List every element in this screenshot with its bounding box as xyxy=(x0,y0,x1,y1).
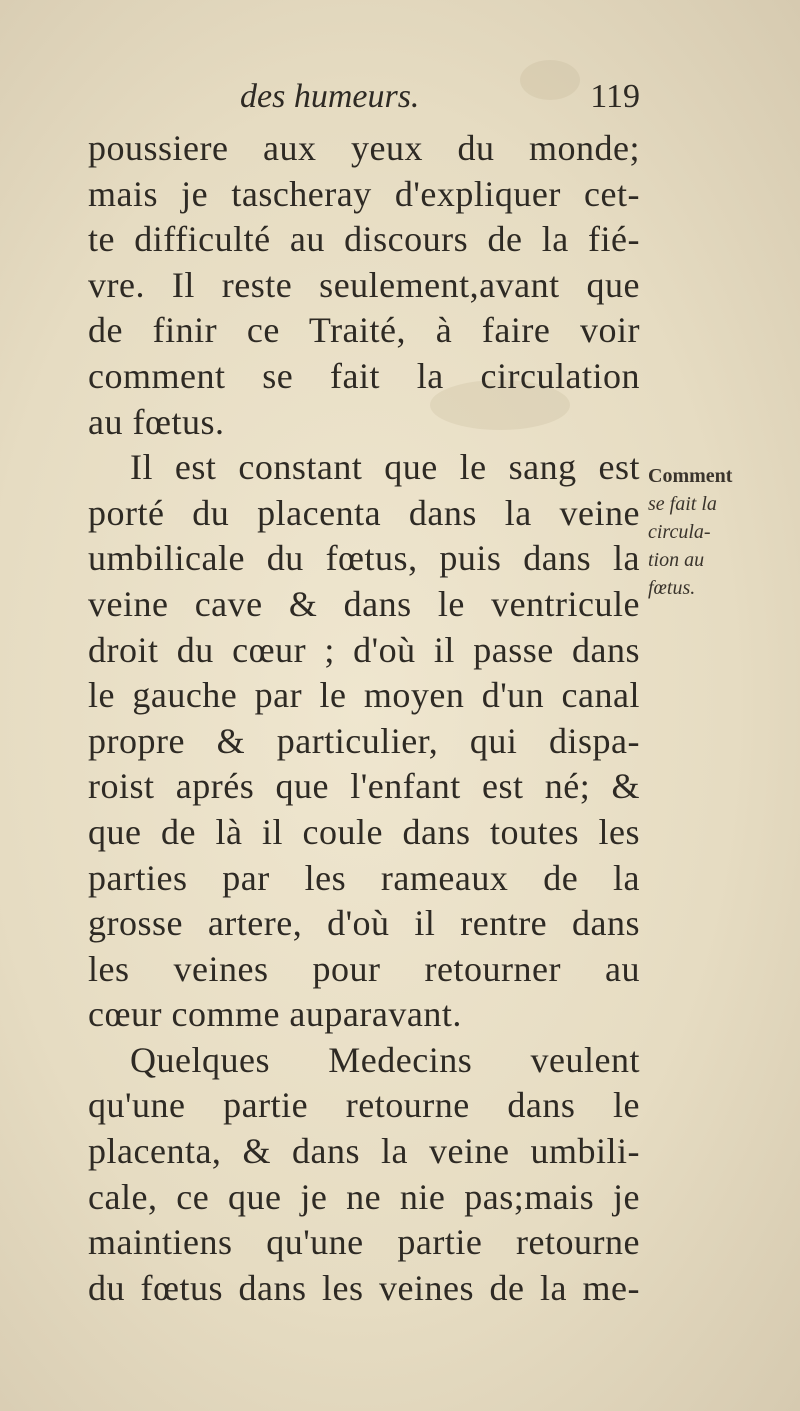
margin-note-line: circula- xyxy=(648,521,711,543)
text-line: de finir ce Traité, à faire voir xyxy=(88,310,640,351)
text-line: le gauche par le moyen d'un canal xyxy=(88,675,640,716)
text-line: au fœtus. xyxy=(88,401,225,442)
text-line: veine cave & dans le ventricule xyxy=(88,583,640,624)
text-line: maintiens qu'une partie retourne xyxy=(88,1222,640,1263)
margin-note-line: fœtus. xyxy=(648,577,696,599)
text-line: droit du cœur ; d'où il passe dans xyxy=(88,629,640,670)
body-text xyxy=(88,126,640,1311)
text-line: que de là il coule dans toutes les xyxy=(88,811,640,852)
page-header xyxy=(240,78,640,128)
text-line: les veines pour retourner au xyxy=(88,948,640,989)
text-line: vre. Il reste seulement,avant que xyxy=(88,264,640,305)
text-line: qu'une partie retourne dans le xyxy=(88,1085,640,1126)
margin-note-line: tion au xyxy=(648,549,705,571)
text-line: du fœtus dans les veines de la me- xyxy=(88,1267,640,1308)
text-line: propre & particulier, qui dispa- xyxy=(88,720,640,761)
text-line: grosse artere, d'où il rentre dans xyxy=(88,903,640,944)
margin-note-line: se fait la xyxy=(648,493,717,515)
text-line: porté du placenta dans la veine xyxy=(88,492,640,533)
page-number: 119 xyxy=(590,78,640,115)
text-line: comment se fait la circulation xyxy=(88,355,640,396)
text-line: cœur comme auparavant. xyxy=(88,994,462,1035)
text-line: roist aprés que l'enfant est né; & xyxy=(88,766,640,807)
text-line: cale, ce que je ne nie pas;mais je xyxy=(88,1176,640,1217)
text-line: poussiere aux yeux du monde; xyxy=(88,128,640,168)
text-line: Quelques Medecins veulent xyxy=(130,1039,640,1080)
margin-note xyxy=(648,462,768,602)
running-title: des humeurs. xyxy=(240,78,420,115)
text-line: mais je tascheray d'expliquer cet- xyxy=(88,173,640,214)
text-line: Il est constant que le sang est xyxy=(130,447,640,488)
text-line: placenta, & dans la veine umbili- xyxy=(88,1131,640,1172)
margin-note-line: Comment xyxy=(648,465,733,487)
text-line: umbilicale du fœtus, puis dans la xyxy=(88,538,640,579)
text-line: parties par les rameaux de la xyxy=(88,857,640,898)
text-line: te difficulté au discours de la fié- xyxy=(88,219,640,260)
